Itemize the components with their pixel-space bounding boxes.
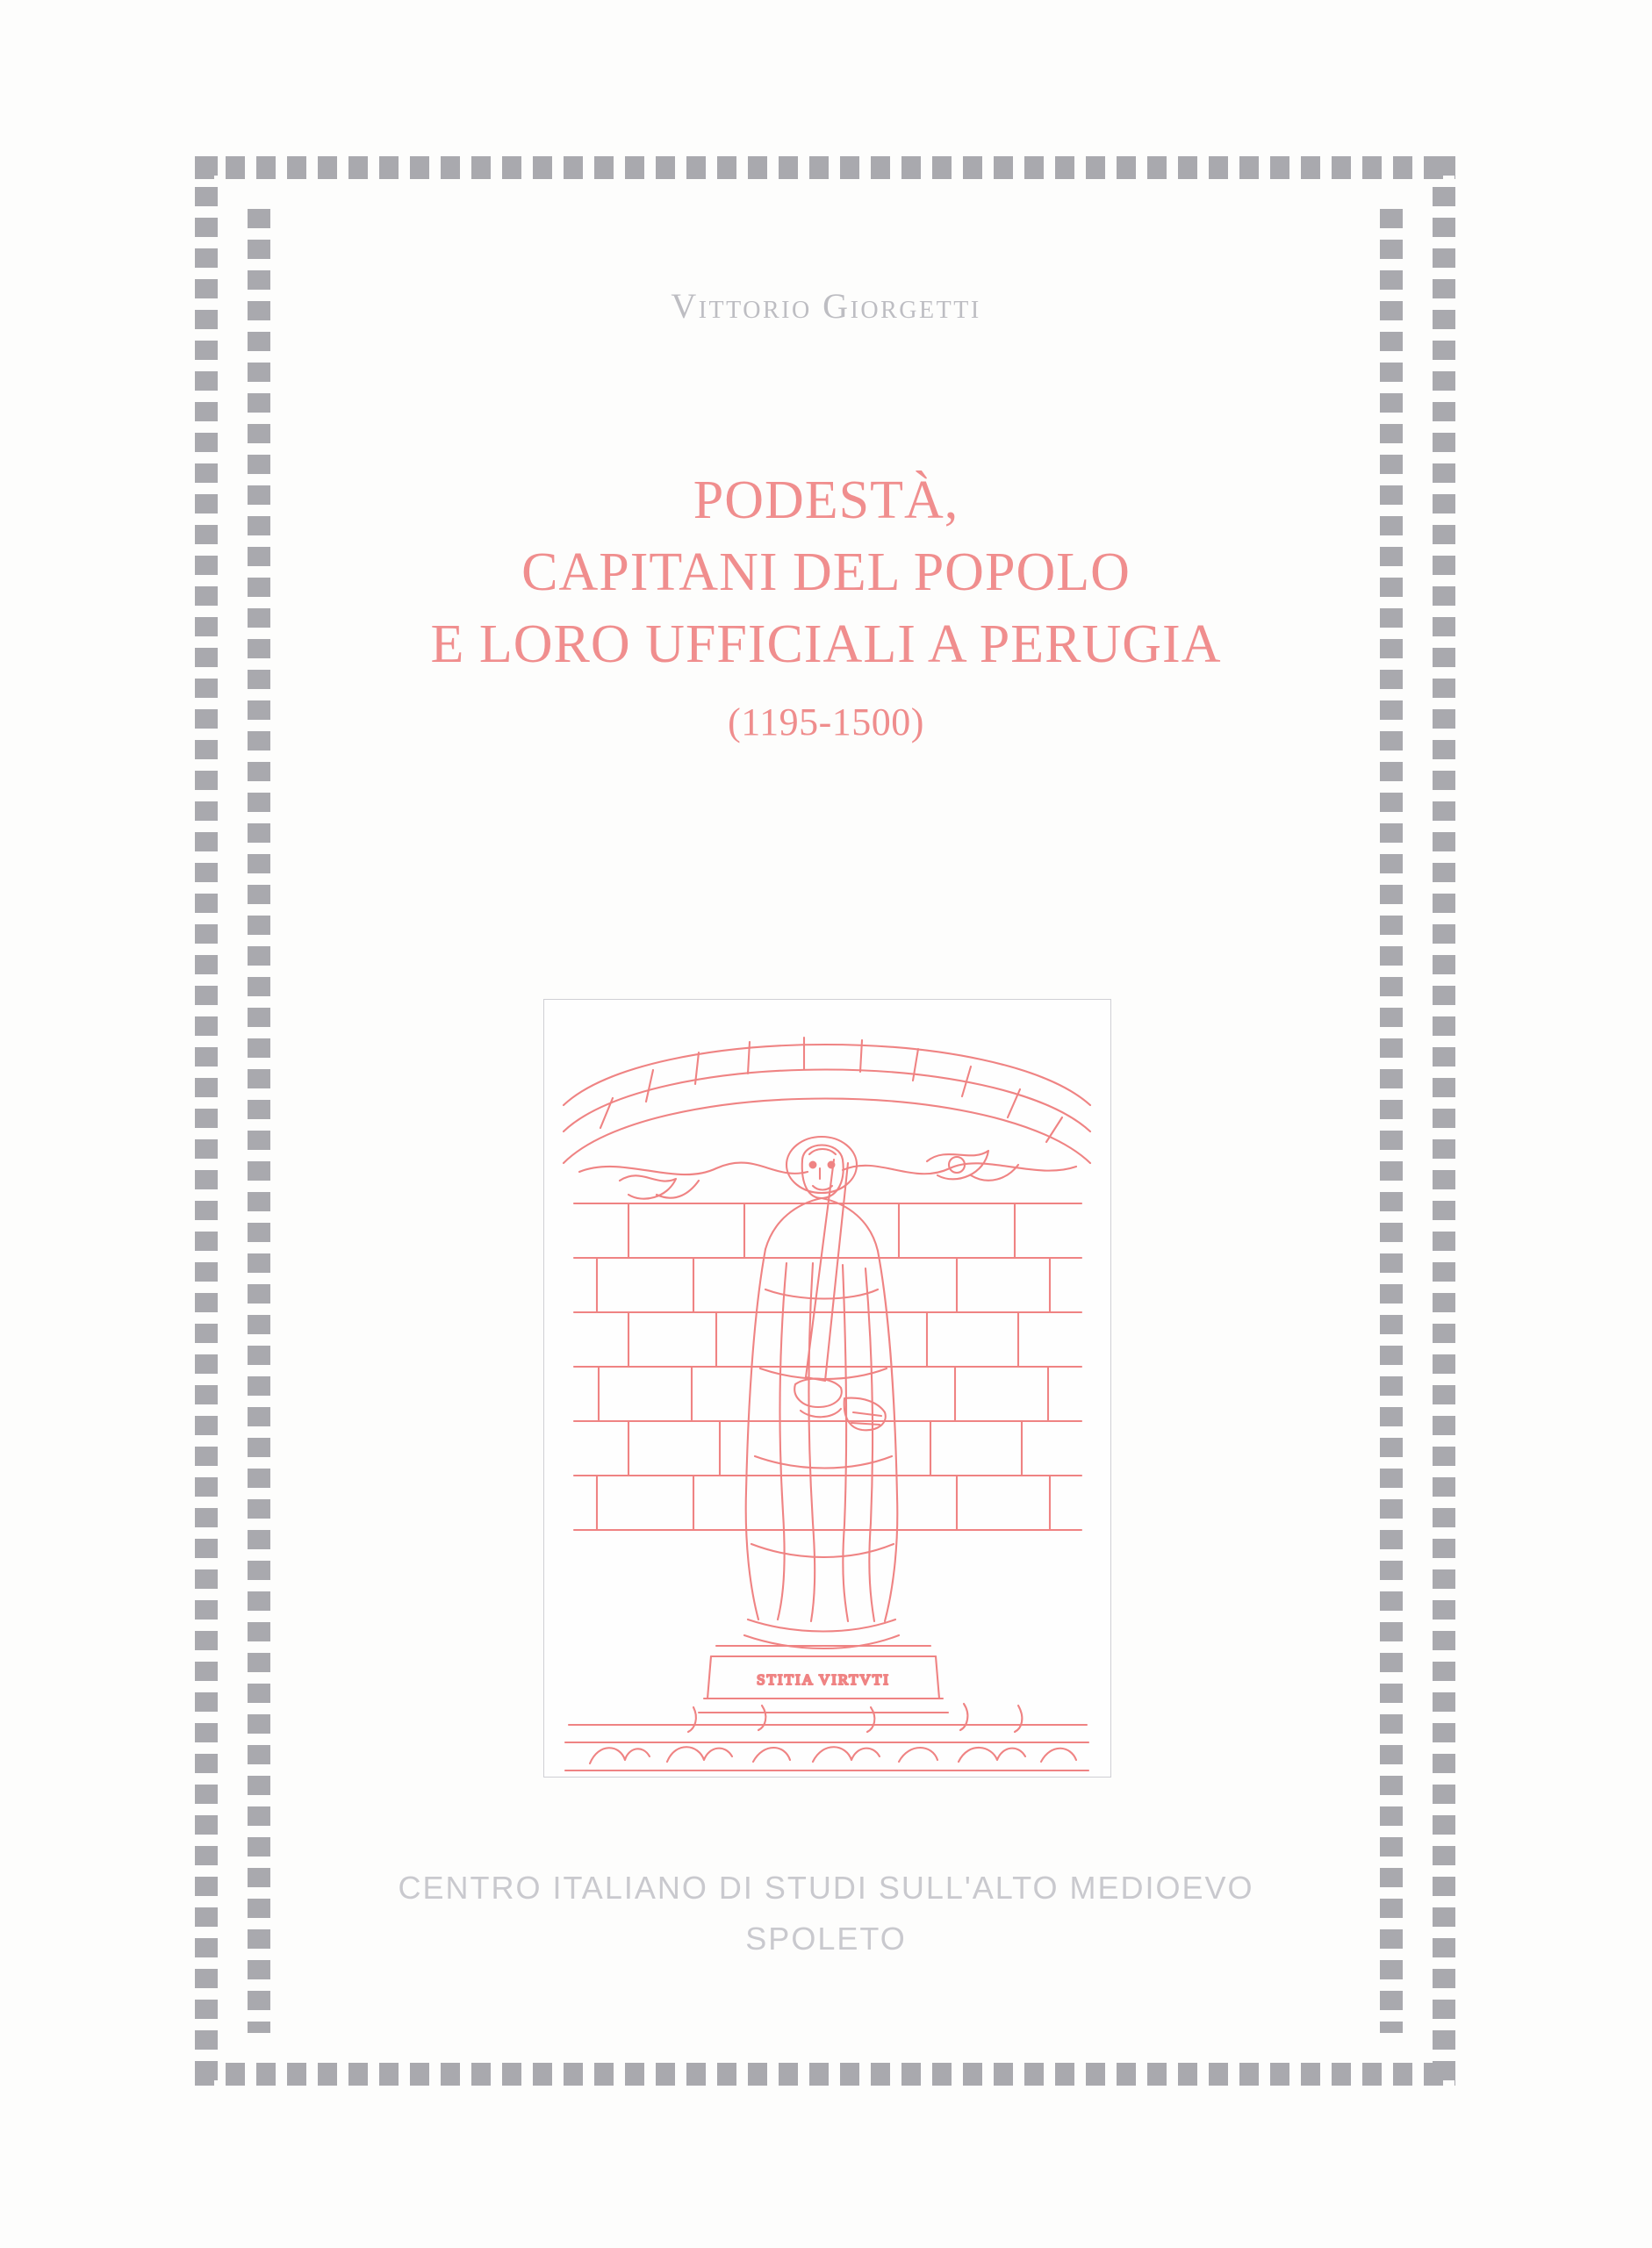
statue-drawing-icon [544, 1000, 1110, 1777]
frame-right-border [1433, 156, 1455, 2086]
publisher-name: CENTRO ITALIANO DI STUDI SULL'ALTO MEDIOEVO [398, 1870, 1254, 1906]
publisher-city: SPOLETO [745, 1921, 907, 1957]
illustration-caption: STITIA VIRTVTI [757, 1671, 890, 1688]
frame-top-border [195, 156, 1455, 179]
frame-bottom-border [195, 2063, 1455, 2086]
author-name: Vittorio Giorgetti [671, 286, 981, 326]
title-line-1: PODESTÀ, [693, 470, 959, 530]
title-date-range: (1195-1500) [728, 700, 924, 744]
title-line-3: E LORO UFFICIALI A PERUGIA [430, 614, 1222, 674]
frame-left-border [195, 156, 218, 2086]
publisher-block [0, 1870, 1652, 1957]
cover-illustration [543, 999, 1111, 1778]
title-block [0, 465, 1652, 744]
title-line-2: CAPITANI DEL POPOLO [521, 542, 1131, 602]
